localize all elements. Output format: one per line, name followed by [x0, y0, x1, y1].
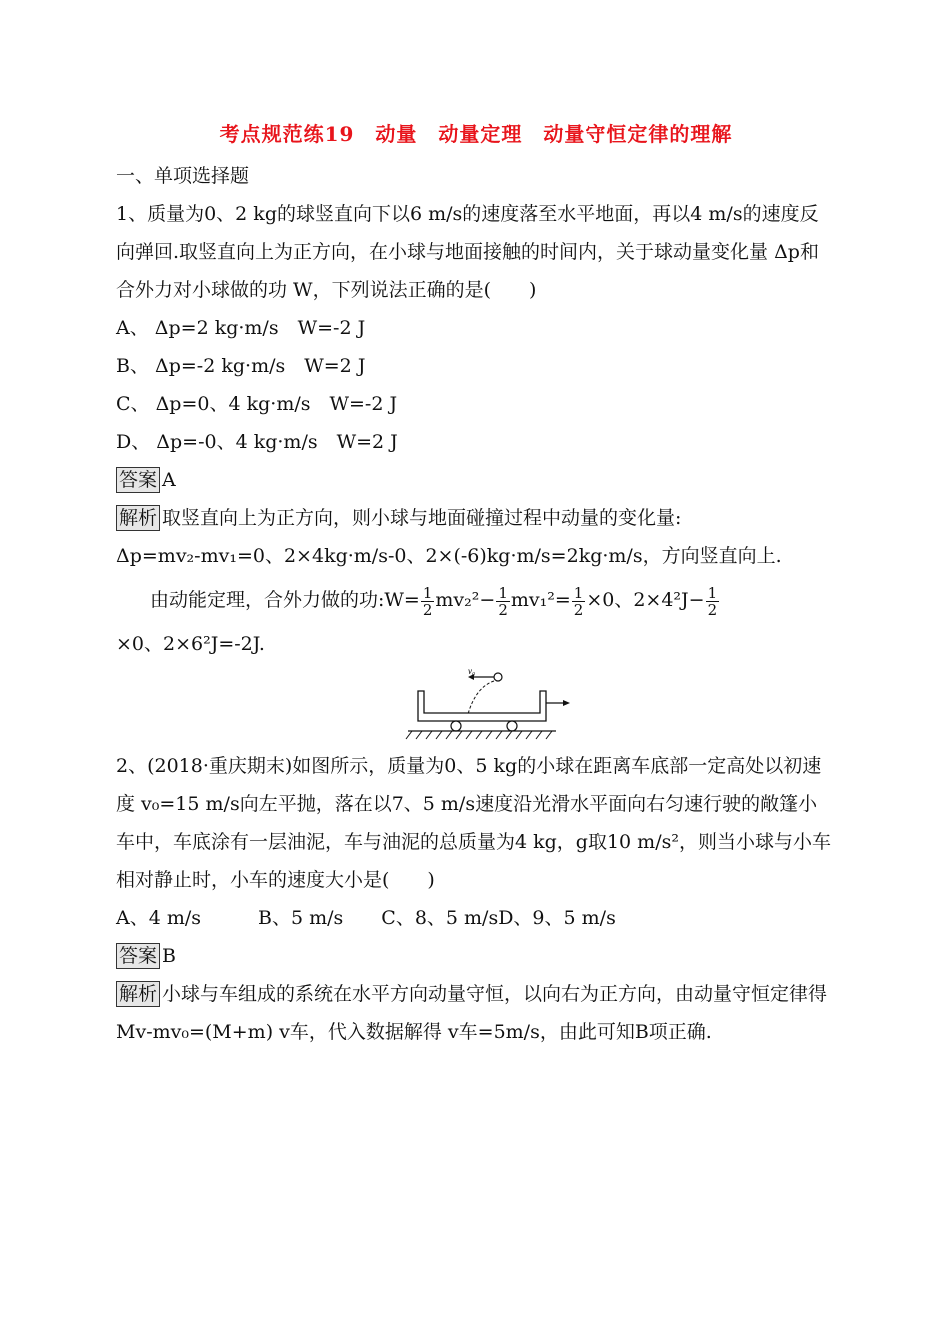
question-2-stem: 2、(2018·重庆期末)如图所示，质量为0、5 kg的小球在距离车底部一定高处以初速度 v₀=15 m/s向左平抛，落在以7、5 m/s速度沿光滑水平面向右匀速行驶的敞篷小车中，车底涂有一层油泥，车与油泥的总质量为4 kg，g取10 m/s²，则当小球与小车相对静止时，小车的速度大小是( )	[116, 755, 831, 891]
trajectory-curve	[468, 681, 494, 714]
answer-value: A	[162, 469, 176, 491]
answer-tag: 答案	[116, 943, 160, 969]
question-1-answer	[116, 461, 836, 499]
fraction: $\frac{1}{2}$	[573, 583, 584, 619]
analysis-tag: 解析	[116, 981, 160, 1007]
work-formula-part: mv₂²−	[435, 589, 496, 611]
question-1-option-b: B、 Δp=-2 kg·m/s W=2 J	[116, 355, 366, 377]
question-1-option-c: C、 Δp=0、4 kg·m/s W=-2 J	[116, 393, 398, 415]
document-page	[116, 118, 836, 1051]
question-1-analysis-line-4: ×0、2×6²J=-2J.	[116, 633, 265, 655]
work-formula-part: ×0、2×4²J−	[586, 589, 705, 611]
question-1-option-d: D、 Δp=-0、4 kg·m/s W=2 J	[116, 431, 398, 453]
cart-diagram	[376, 669, 576, 741]
ball-icon	[494, 673, 502, 681]
question-1-option-a: A、 Δp=2 kg·m/s W=-2 J	[116, 317, 366, 339]
fraction: $\frac{1}{2}$	[498, 583, 508, 619]
analysis-tag: 解析	[116, 505, 160, 531]
wheel-icon	[507, 721, 517, 731]
question-2-analysis	[116, 975, 836, 1051]
question-1-analysis-line-2: Δp=mv₂-mv₁=0、2×4kg·m/s-0、2×(-6)kg·m/s=2kg·m/s，方向竖直向上.	[116, 545, 782, 567]
wheel-icon	[451, 721, 461, 731]
answer-tag: 答案	[116, 467, 160, 493]
ground-hatching	[406, 731, 552, 739]
v0-label: v₀	[468, 669, 476, 676]
page-title: 考点规范练19 动量 动量定理 动量守恒定律的理解	[219, 122, 733, 146]
answer-value: B	[162, 945, 176, 967]
fraction: $\frac{1}{2}$	[422, 583, 433, 619]
question-1-analysis-line-3	[116, 575, 836, 625]
question-1-analysis-line-1	[116, 499, 836, 537]
cart-figure	[116, 669, 836, 741]
fraction: $\frac{1}{2}$	[707, 583, 718, 619]
question-1-stem: 1、质量为0、2 kg的球竖直向下以6 m/s的速度落至水平地面，再以4 m/s的速度反向弹回.取竖直向上为正方向，在小球与地面接触的时间内，关于球动量变化量 Δp和合外力对小球做的功 W，下列说法正确的是( )	[116, 203, 819, 301]
analysis-text: 取竖直向上为正方向，则小球与地面碰撞过程中动量的变化量:	[162, 507, 682, 529]
question-2-options: A、4 m/s B、5 m/s C、8、5 m/sD、9、5 m/s	[116, 907, 616, 929]
arrow-head-icon	[563, 700, 570, 706]
work-formula-part: mv₁²=	[510, 589, 571, 611]
question-2-answer	[116, 937, 836, 975]
cart-body	[418, 691, 546, 721]
section-heading: 一、单项选择题	[116, 165, 250, 187]
work-formula-start: 由动能定理，合外力做的功:W=	[150, 589, 420, 611]
analysis-text: 小球与车组成的系统在水平方向动量守恒，以向右为正方向，由动量守恒定律得 Mv-mv₀=(M+m) v车，代入数据解得 v车=5m/s，由此可知B项正确.	[116, 983, 828, 1043]
